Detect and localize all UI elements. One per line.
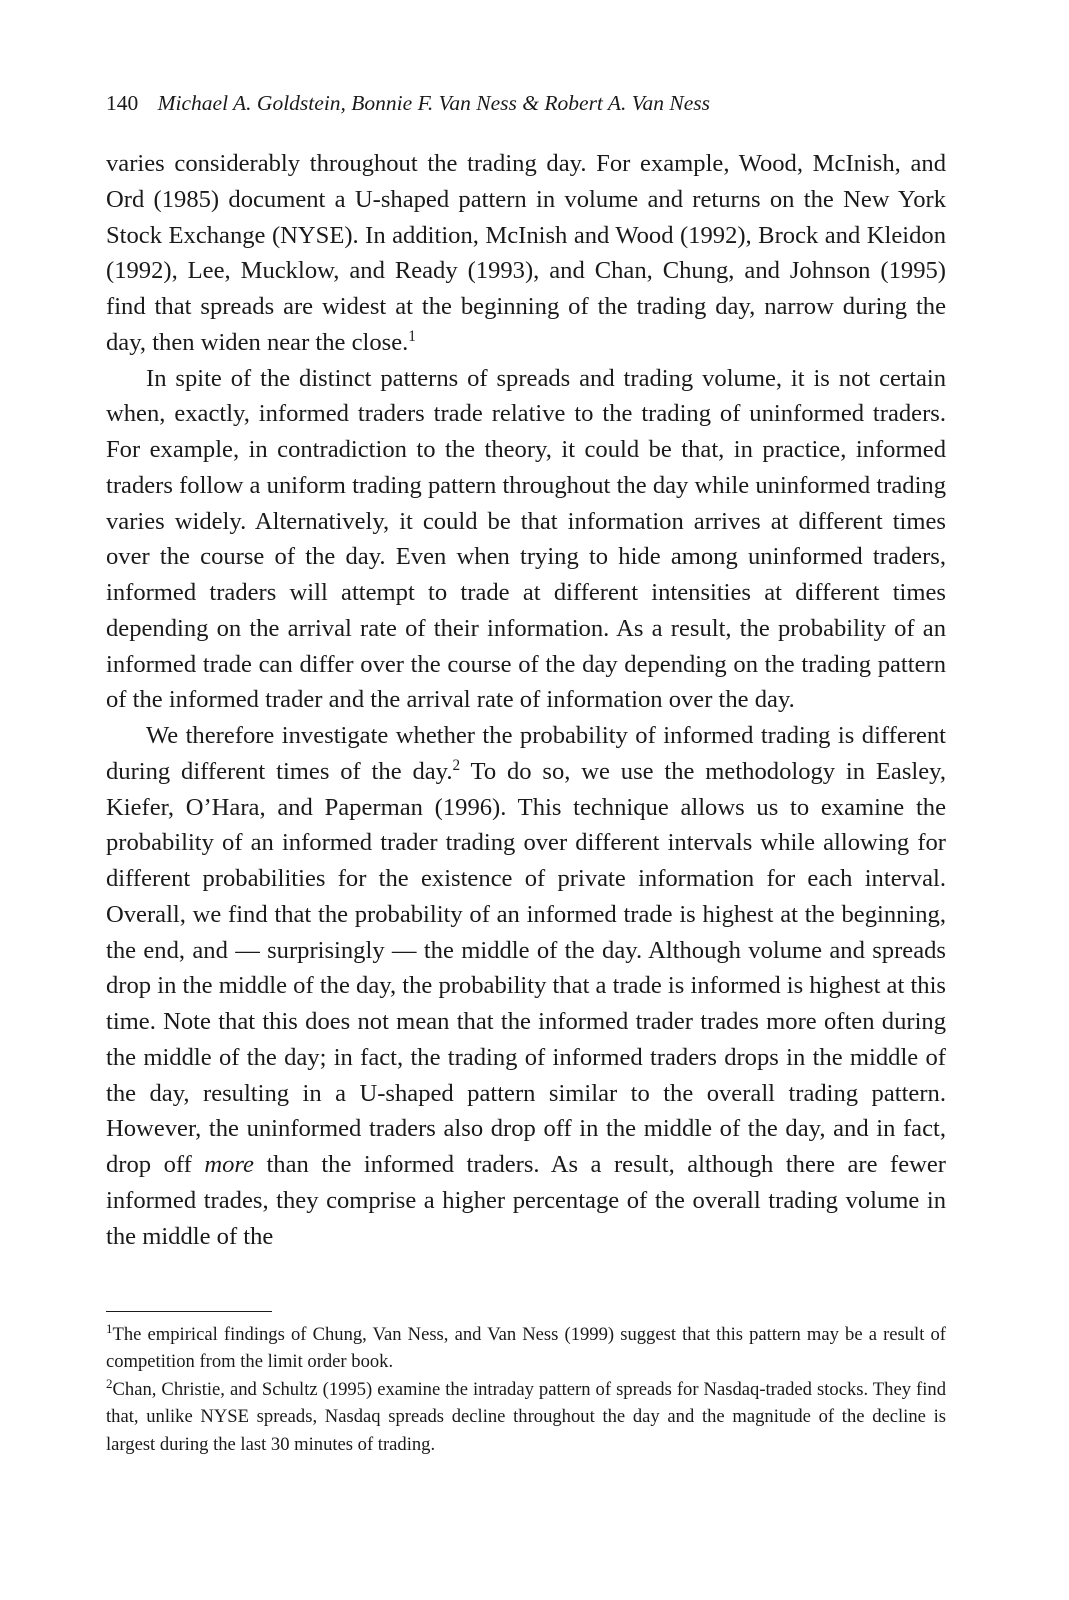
footnote-1 xyxy=(106,1321,946,1376)
paragraph-2: In spite of the distinct patterns of spreads and trading volume, it is not certain when, exactly, informed traders trade relative to the trading of uninformed traders. For example, in contradiction to the theory, it could be that, in practice, informed traders follow a uniform trading pattern throughout the day while uninformed trading varies widely. Alternatively, it could be that information arrives at different times over the course of the day. Even when trying to hide among uninformed traders, informed traders will attempt to trade at different intensities at different times depending on the arrival rate of their information. As a result, the probability of an informed trade can differ over the course of the day depending on the trading pattern of the informed trader and the arrival rate of information over the day. xyxy=(106,364,946,714)
running-header xyxy=(106,89,710,117)
footnote-2-mark: 2 xyxy=(106,1375,113,1391)
running-header-authors: Michael A. Goldstein, Bonnie F. Van Ness & Robert A. Van Ness xyxy=(157,91,711,115)
paragraph-1 xyxy=(106,146,946,361)
footnote-2 xyxy=(106,1376,946,1458)
paragraph-1-text: varies considerably throughout the trading day. For example, Wood, McInish, and Ord (1985) document a U-shaped pattern in volume and returns on the New York Stock Exchange (NYSE). In addition, McInish and Wood (1992), Brock and Kleidon (1992), Lee, Mucklow, and Ready (1993), and Chan, Chung, and Johnson (1995) find that spreads are widest at the beginning of the trading day, narrow during the day, then widen near the close. xyxy=(106,150,946,356)
paragraph-3-text-a: We therefore investigate whether the probability of informed trading is different during different times of the day. xyxy=(106,722,946,785)
footnote-1-text: The empirical findings of Chung, Van Ness, and Van Ness (1999) suggest that this pattern may be a result of competition from the limit order book. xyxy=(106,1324,946,1373)
footnote-ref-2: 2 xyxy=(452,756,461,774)
main-text xyxy=(106,146,946,1254)
footnote-separator xyxy=(106,1311,272,1312)
page-number: 140 xyxy=(106,91,139,115)
paragraph-3-emphasis: more xyxy=(204,1151,254,1178)
footnote-ref-1: 1 xyxy=(408,327,416,345)
footnote-2-text: Chan, Christie, and Schultz (1995) examine the intraday pattern of spreads for Nasdaq-traded stocks. They find that, unlike NYSE spreads, Nasdaq spreads decline throughout the day and the magnitude of the decline is largest during the last 30 minutes of trading. xyxy=(106,1378,946,1455)
footnote-1-mark: 1 xyxy=(106,1320,113,1336)
footnotes xyxy=(106,1321,946,1458)
paragraph-3-text-c: than the informed traders. As a result, although there are fewer informed trades, they comprise a higher percentage of the overall trading volume in the middle of the xyxy=(106,1151,946,1250)
paragraph-3 xyxy=(106,718,946,1254)
paragraph-3-text-b: To do so, we use the methodology in Easley, Kiefer, O’Hara, and Paperman (1996). This technique allows us to examine the probability of an informed trader trading over different intervals while allowing for different probabilities for the existence of private information for each interval. Overall, we find that the probability of an informed trade is highest at the beginning, the end, and — surprisingly — the middle of the day. Although volume and spreads drop in the middle of the day, the probability that a trade is informed is highest at this time. Note that this does not mean that the informed trader trades more often during the middle of the day; in fact, the trading of informed traders drops in the middle of the day, resulting in a U-shaped pattern similar to the overall trading pattern. However, the uninformed traders also drop off in the middle of the day, and in fact, drop off xyxy=(106,757,947,1178)
